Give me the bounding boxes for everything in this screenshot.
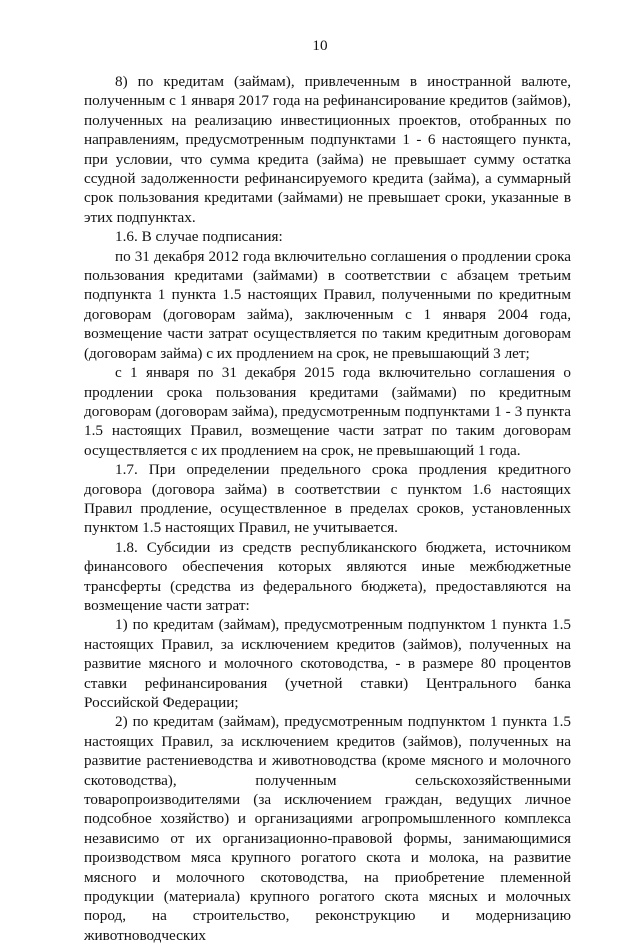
paragraph-1-7: 1.7. При определении предельного срока продления кредитного договора (договора займа) в соответствии с пунктом 1.6 настоящих Правил продление, осуществленное в пределах сроков, установленных пунктом 1.5 настоящих Правил, не учитывается. <box>84 461 571 537</box>
paragraph-8-refinancing-foreign-currency: 8) по кредитам (займам), привлеченным в иностранной валюте, полученным с 1 января 2017 года на рефинансирование кредитов (займов), полученных на реализацию инвестиционных проектов, отобранных по направлениям, предусмотренным подпунктами 1 - 6 настоящего пункта, при условии, что сумма кредита (займа) не превышает сумму остатка ссудной задолженности рефинансируемого кредита (займа), а суммарный срок пользования кредитами (займами) не превышает сроки, указанные в этих подпунктах. <box>84 73 571 226</box>
document-body <box>84 72 571 945</box>
paragraph-1-8-item-2: 2) по кредитам (займам), предусмотренным подпунктом 1 пункта 1.5 настоящих Правил, за исключением кредитов (займов), полученных на развитие растениеводства и животноводства (кроме мясного и молочного скотоводства), полученным сельскохозяйственными товаропроизводителями (за исключением граждан, ведущих личное подсобное хозяйство) и организациями агропромышленного комплекса независимо от их организационно-правовой формы, занимающимися производством мяса крупного рогатого скота и молока, на развитие мясного и молочного скотоводства, на приобретение племенной продукции (материала) крупного рогатого скота мясных и молочных пород, на строительство, реконструкцию и модернизацию животноводческих <box>84 713 571 944</box>
paragraph-1-6-2015: с 1 января по 31 декабря 2015 года включительно соглашения о продлении срока пользования кредитами (займами) по кредитным договорам (договорам займа), предусмотренным подпунктами 1 - 3 пункта 1.5 настоящих Правил, возмещение части затрат по таким договорам осуществляется с их продлением на срок, не превышающий 1 года. <box>84 364 571 459</box>
page-number: 10 <box>312 37 328 54</box>
paragraph-1-8-item-1: 1) по кредитам (займам), предусмотренным подпунктом 1 пункта 1.5 настоящих Правил, за исключением кредитов (займов), полученных на развитие мясного и молочного скотоводства, - в размере 80 процентов ставки рефинансирования (учетной ставки) Центрального банка Российской Федерации; <box>84 616 571 711</box>
paragraph-1-6-heading: 1.6. В случае подписания: <box>115 228 283 246</box>
paragraph-1-6-until-2012: по 31 декабря 2012 года включительно соглашения о продлении срока пользования кредитами (займами) в соответствии с абзацем третьим подпункта 1 пункта 1.5 настоящих Правил, полученными по кредитным договорам (договорам займа), заключенным с 1 января 2004 года, возмещение части затрат осуществляется по таким кредитным договорам (договорам займа) с их продлением на срок, не превышающий 3 лет; <box>84 247 571 362</box>
paragraph-1-8: 1.8. Субсидии из средств республиканского бюджета, источником финансового обеспечения которых являются иные межбюджетные трансферты (средства из федерального бюджета), предоставляются на возмещение части затрат: <box>84 538 571 614</box>
